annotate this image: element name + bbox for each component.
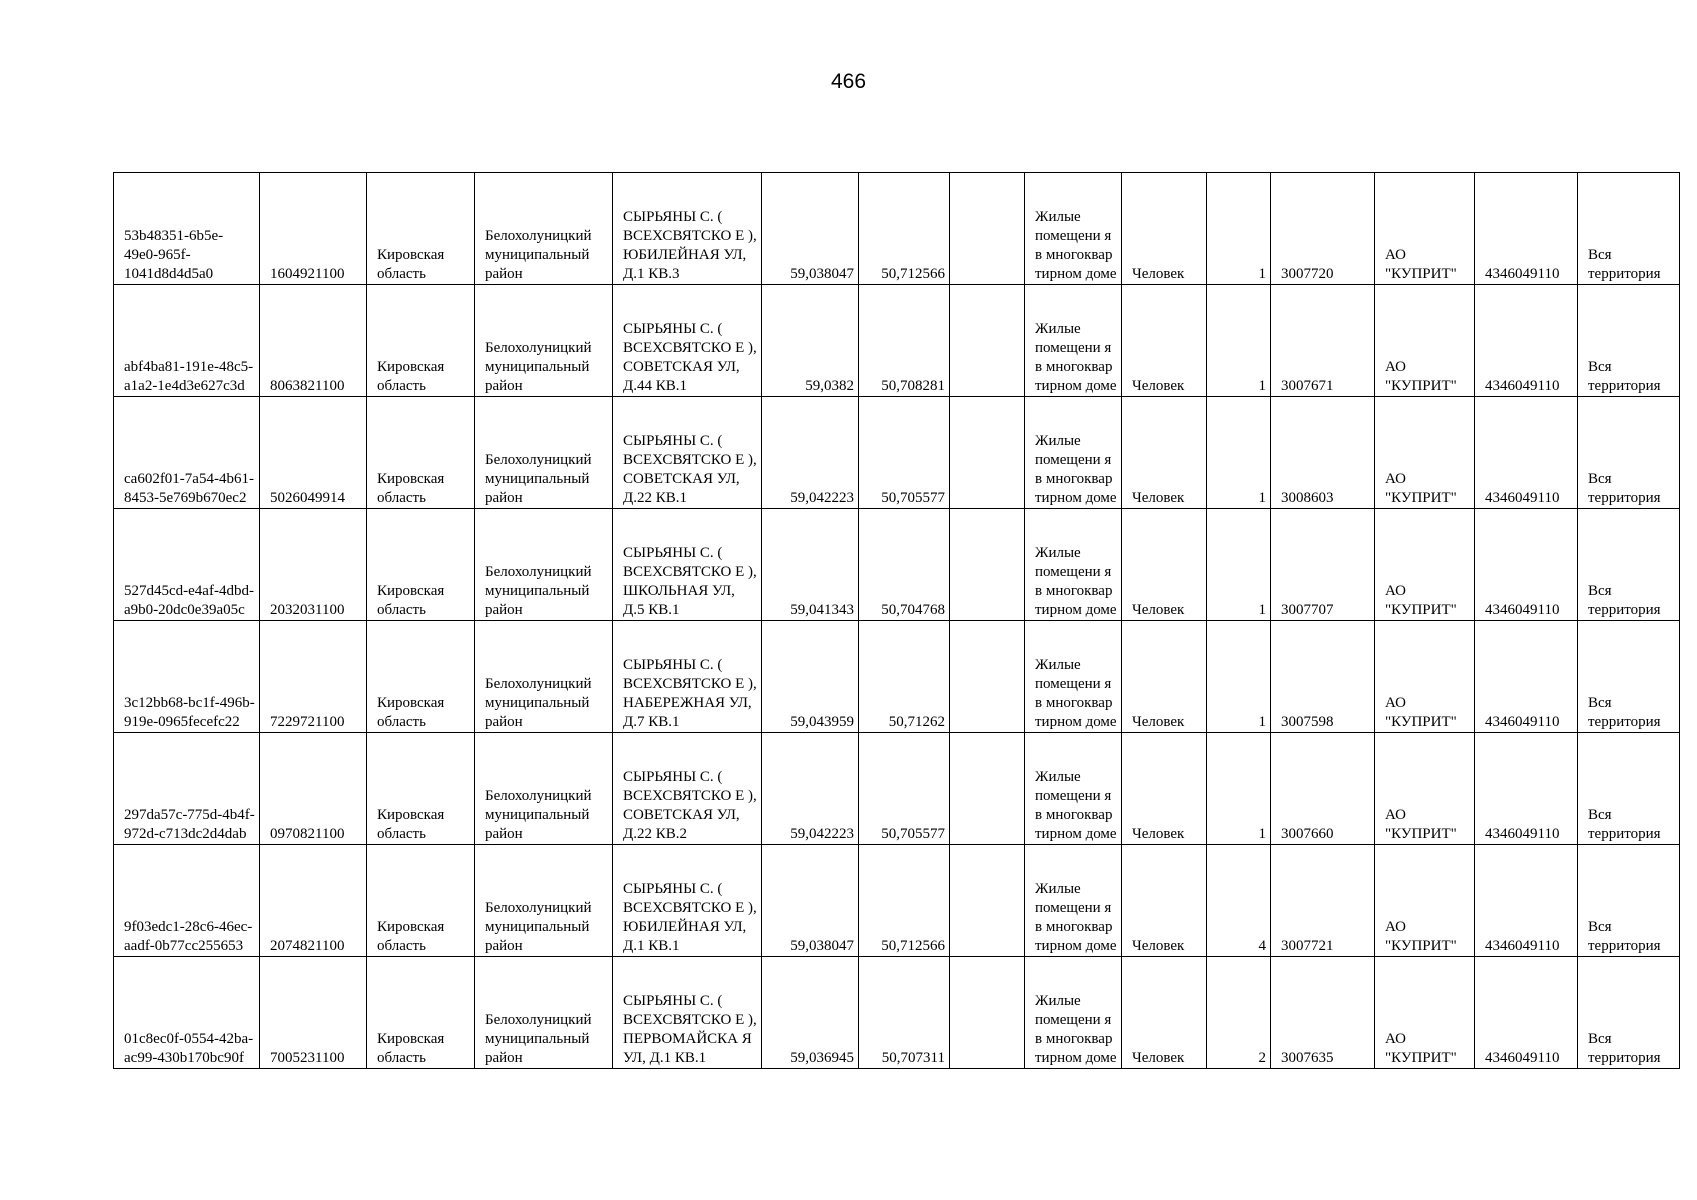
district-cell: Белохолуницкий муниципальный район <box>475 509 613 621</box>
account-cell: 3007707 <box>1271 509 1375 621</box>
object-type-cell: Жилые помещени я в многоквар тирном доме <box>1025 621 1122 733</box>
code-cell: 7229721100 <box>260 621 367 733</box>
inn-cell: 4346049110 <box>1475 173 1578 285</box>
longitude-cell: 50,712566 <box>859 173 950 285</box>
longitude-cell: 50,708281 <box>859 285 950 397</box>
latitude-cell: 59,0382 <box>762 285 859 397</box>
code-cell: 0970821100 <box>260 733 367 845</box>
district-cell: Белохолуницкий муниципальный район <box>475 957 613 1069</box>
region-cell: Кировская область <box>367 733 475 845</box>
unit-cell: Человек <box>1122 509 1207 621</box>
district-cell: Белохолуницкий муниципальный район <box>475 733 613 845</box>
object-type-cell: Жилые помещени я в многоквар тирном доме <box>1025 173 1122 285</box>
territory-cell: Вся территория <box>1578 845 1680 957</box>
territory-cell: Вся территория <box>1578 733 1680 845</box>
object-type-cell: Жилые помещени я в многоквар тирном доме <box>1025 957 1122 1069</box>
inn-cell: 4346049110 <box>1475 285 1578 397</box>
district-cell: Белохолуницкий муниципальный район <box>475 285 613 397</box>
record-id-cell: 297da57c-775d-4b4f-972d-c713dc2d4dab <box>114 733 260 845</box>
organization-cell: АО "КУПРИТ" <box>1375 957 1475 1069</box>
organization-cell: АО "КУПРИТ" <box>1375 173 1475 285</box>
record-id-cell: 01c8ec0f-0554-42ba-ac99-430b170bc90f <box>114 957 260 1069</box>
region-cell: Кировская область <box>367 285 475 397</box>
account-cell: 3007720 <box>1271 173 1375 285</box>
territory-cell: Вся территория <box>1578 957 1680 1069</box>
address-cell: СЫРЬЯНЫ С. ( ВСЕХСВЯТСКО Е ), ЮБИЛЕЙНАЯ УЛ, Д.1 КВ.1 <box>613 845 762 957</box>
organization-cell: АО "КУПРИТ" <box>1375 845 1475 957</box>
territory-cell: Вся территория <box>1578 285 1680 397</box>
territory-cell: Вся территория <box>1578 173 1680 285</box>
organization-cell: АО "КУПРИТ" <box>1375 509 1475 621</box>
table-row <box>114 509 1680 621</box>
empty-cell <box>950 397 1025 509</box>
quantity-cell: 1 <box>1207 285 1271 397</box>
address-cell: СЫРЬЯНЫ С. ( ВСЕХСВЯТСКО Е ), НАБЕРЕЖНАЯ УЛ, Д.7 КВ.1 <box>613 621 762 733</box>
latitude-cell: 59,043959 <box>762 621 859 733</box>
empty-cell <box>950 733 1025 845</box>
account-cell: 3007660 <box>1271 733 1375 845</box>
quantity-cell: 1 <box>1207 509 1271 621</box>
longitude-cell: 50,71262 <box>859 621 950 733</box>
account-cell: 3007635 <box>1271 957 1375 1069</box>
empty-cell <box>950 957 1025 1069</box>
address-cell: СЫРЬЯНЫ С. ( ВСЕХСВЯТСКО Е ), СОВЕТСКАЯ УЛ, Д.22 КВ.2 <box>613 733 762 845</box>
quantity-cell: 1 <box>1207 397 1271 509</box>
quantity-cell: 4 <box>1207 845 1271 957</box>
unit-cell: Человек <box>1122 397 1207 509</box>
table-row <box>114 621 1680 733</box>
quantity-cell: 1 <box>1207 733 1271 845</box>
record-id-cell: abf4ba81-191e-48c5-a1a2-1e4d3e627c3d <box>114 285 260 397</box>
empty-cell <box>950 509 1025 621</box>
empty-cell <box>950 173 1025 285</box>
code-cell: 8063821100 <box>260 285 367 397</box>
unit-cell: Человек <box>1122 845 1207 957</box>
table-row <box>114 957 1680 1069</box>
region-cell: Кировская область <box>367 173 475 285</box>
page-number: 466 <box>830 70 867 93</box>
object-type-cell: Жилые помещени я в многоквар тирном доме <box>1025 733 1122 845</box>
organization-cell: АО "КУПРИТ" <box>1375 285 1475 397</box>
district-cell: Белохолуницкий муниципальный район <box>475 173 613 285</box>
inn-cell: 4346049110 <box>1475 509 1578 621</box>
district-cell: Белохолуницкий муниципальный район <box>475 845 613 957</box>
quantity-cell: 1 <box>1207 173 1271 285</box>
inn-cell: 4346049110 <box>1475 397 1578 509</box>
address-cell: СЫРЬЯНЫ С. ( ВСЕХСВЯТСКО Е ), СОВЕТСКАЯ УЛ, Д.22 КВ.1 <box>613 397 762 509</box>
empty-cell <box>950 285 1025 397</box>
address-cell: СЫРЬЯНЫ С. ( ВСЕХСВЯТСКО Е ), ПЕРВОМАЙСКА Я УЛ, Д.1 КВ.1 <box>613 957 762 1069</box>
code-cell: 7005231100 <box>260 957 367 1069</box>
account-cell: 3007721 <box>1271 845 1375 957</box>
inn-cell: 4346049110 <box>1475 845 1578 957</box>
address-cell: СЫРЬЯНЫ С. ( ВСЕХСВЯТСКО Е ), СОВЕТСКАЯ УЛ, Д.44 КВ.1 <box>613 285 762 397</box>
longitude-cell: 50,705577 <box>859 397 950 509</box>
unit-cell: Человек <box>1122 621 1207 733</box>
territory-cell: Вся территория <box>1578 621 1680 733</box>
unit-cell: Человек <box>1122 733 1207 845</box>
longitude-cell: 50,704768 <box>859 509 950 621</box>
unit-cell: Человек <box>1122 285 1207 397</box>
account-cell: 3008603 <box>1271 397 1375 509</box>
empty-cell <box>950 621 1025 733</box>
latitude-cell: 59,036945 <box>762 957 859 1069</box>
latitude-cell: 59,038047 <box>762 845 859 957</box>
empty-cell <box>950 845 1025 957</box>
code-cell: 1604921100 <box>260 173 367 285</box>
table-row <box>114 733 1680 845</box>
region-cell: Кировская область <box>367 845 475 957</box>
inn-cell: 4346049110 <box>1475 957 1578 1069</box>
longitude-cell: 50,707311 <box>859 957 950 1069</box>
object-type-cell: Жилые помещени я в многоквар тирном доме <box>1025 285 1122 397</box>
territory-cell: Вся территория <box>1578 397 1680 509</box>
code-cell: 5026049914 <box>260 397 367 509</box>
table-row <box>114 397 1680 509</box>
organization-cell: АО "КУПРИТ" <box>1375 397 1475 509</box>
code-cell: 2074821100 <box>260 845 367 957</box>
register-body <box>114 173 1680 1069</box>
organization-cell: АО "КУПРИТ" <box>1375 621 1475 733</box>
longitude-cell: 50,705577 <box>859 733 950 845</box>
region-cell: Кировская область <box>367 621 475 733</box>
record-id-cell: 527d45cd-e4af-4dbd-a9b0-20dc0e39a05c <box>114 509 260 621</box>
territory-cell: Вся территория <box>1578 509 1680 621</box>
account-cell: 3007598 <box>1271 621 1375 733</box>
unit-cell: Человек <box>1122 173 1207 285</box>
inn-cell: 4346049110 <box>1475 733 1578 845</box>
district-cell: Белохолуницкий муниципальный район <box>475 621 613 733</box>
latitude-cell: 59,041343 <box>762 509 859 621</box>
inn-cell: 4346049110 <box>1475 621 1578 733</box>
code-cell: 2032031100 <box>260 509 367 621</box>
object-type-cell: Жилые помещени я в многоквар тирном доме <box>1025 397 1122 509</box>
organization-cell: АО "КУПРИТ" <box>1375 733 1475 845</box>
region-cell: Кировская область <box>367 957 475 1069</box>
district-cell: Белохолуницкий муниципальный район <box>475 397 613 509</box>
quantity-cell: 1 <box>1207 621 1271 733</box>
quantity-cell: 2 <box>1207 957 1271 1069</box>
register-table <box>113 172 1680 1069</box>
object-type-cell: Жилые помещени я в многоквар тирном доме <box>1025 509 1122 621</box>
region-cell: Кировская область <box>367 509 475 621</box>
latitude-cell: 59,042223 <box>762 733 859 845</box>
table-row <box>114 285 1680 397</box>
record-id-cell: ca602f01-7a54-4b61-8453-5e769b670ec2 <box>114 397 260 509</box>
record-id-cell: 9f03edc1-28c6-46ec-aadf-0b77cc255653 <box>114 845 260 957</box>
table-row <box>114 173 1680 285</box>
record-id-cell: 3c12bb68-bc1f-496b-919e-0965fecefc22 <box>114 621 260 733</box>
object-type-cell: Жилые помещени я в многоквар тирном доме <box>1025 845 1122 957</box>
account-cell: 3007671 <box>1271 285 1375 397</box>
record-id-cell: 53b48351-6b5e-49e0-965f-1041d8d4d5a0 <box>114 173 260 285</box>
latitude-cell: 59,042223 <box>762 397 859 509</box>
unit-cell: Человек <box>1122 957 1207 1069</box>
address-cell: СЫРЬЯНЫ С. ( ВСЕХСВЯТСКО Е ), ШКОЛЬНАЯ УЛ, Д.5 КВ.1 <box>613 509 762 621</box>
address-cell: СЫРЬЯНЫ С. ( ВСЕХСВЯТСКО Е ), ЮБИЛЕЙНАЯ УЛ, Д.1 КВ.3 <box>613 173 762 285</box>
region-cell: Кировская область <box>367 397 475 509</box>
longitude-cell: 50,712566 <box>859 845 950 957</box>
latitude-cell: 59,038047 <box>762 173 859 285</box>
table-row <box>114 845 1680 957</box>
